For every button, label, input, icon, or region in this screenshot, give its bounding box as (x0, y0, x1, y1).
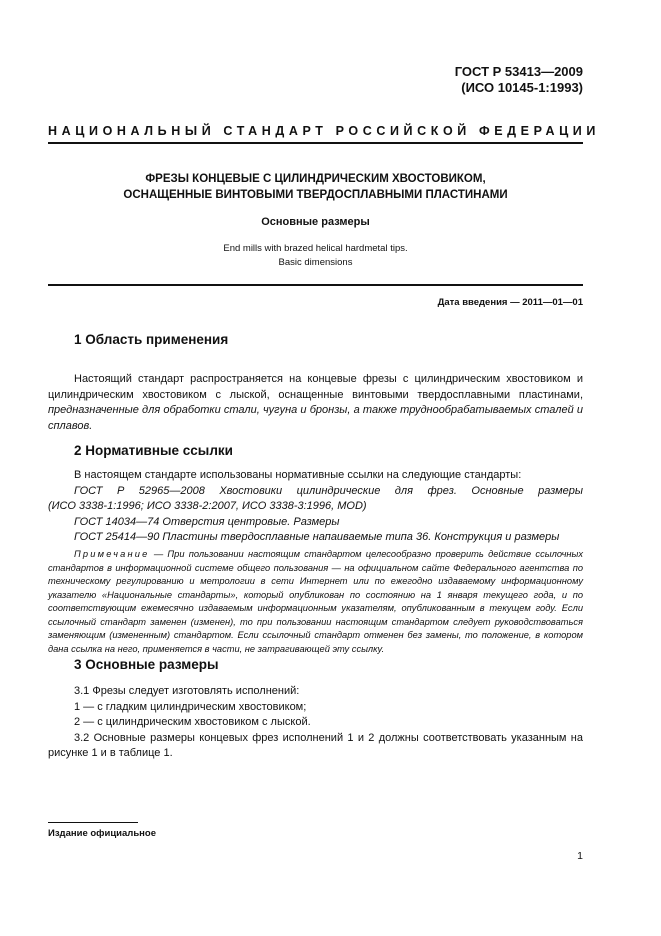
footer-rule (48, 822, 138, 823)
section-2-body (48, 468, 583, 546)
item-3-1-variant-1: 1 — с гладким цилиндрическим хвостовиком; (74, 700, 307, 713)
introduction-date: Дата введения — 2011—01—01 (437, 297, 583, 308)
document-title (48, 171, 583, 203)
section-3-body (48, 684, 583, 762)
reference-1-continuation: (ИСО 3338-1:1996; ИСО 3338-2:2007, ИСО 3338-3:1996, MOD) (48, 500, 367, 512)
reference-2: ГОСТ 14034—74 Отверстия центровые. Размеры (74, 515, 340, 528)
english-title-line-1: End mills with brazed helical hardmetal tips. (223, 243, 408, 254)
national-standard-banner: НАЦИОНАЛЬНЫЙ СТАНДАРТ РОССИЙСКОЙ ФЕДЕРАЦИИ (48, 124, 600, 138)
references-note (48, 548, 583, 656)
section-1-body (48, 372, 583, 434)
references-intro: В настоящем стандарте использованы нормативные ссылки на следующие стандарты: (74, 469, 522, 481)
item-3-1: 3.1 Фрезы следует изготовлять исполнений: (74, 685, 300, 697)
item-3-1-variant-2: 2 — с цилиндрическим хвостовиком с лыской. (74, 716, 311, 728)
page-number: 1 (577, 850, 583, 862)
reference-1: ГОСТ Р 52965—2008 Хвостовики цилиндрические для фрез. Основные размеры (74, 484, 583, 497)
note-text: — При пользовании настоящим стандартом целесообразно проверить действие ссылочных стандартов в информационной системе общего пользования — на официальном сайте Федерального агентства по техническому регулированию и метрологии в сети Интернет или по ежегодно издаваемому информационному указателю «Национальные стандарты», который опубликован по состоянию на 1 января текущего года, и по соответствующим ежемесячно издаваемым информационным указателям, опубликованным в текущем году. Если ссылочный стандарт заменен (изменен), то при пользовании настоящим стандартом следует руководствоваться заменяющим (измененным) стандартом. Если ссылочный стандарт отменен без замены, то положение, в котором дана ссылка на него, применяется в части, не затрагивающей эту ссылку. (48, 549, 583, 654)
section-3-heading: 3 Основные размеры (74, 657, 219, 672)
iso-number: (ИСО 10145-1:1993) (461, 80, 583, 95)
header-rule (48, 142, 583, 144)
section-1-heading: 1 Область применения (74, 332, 229, 347)
english-title-line-2: Basic dimensions (278, 257, 353, 268)
title-line-1: ФРЕЗЫ КОНЦЕВЫЕ С ЦИЛИНДРИЧЕСКИМ ХВОСТОВИКОМ, (145, 173, 486, 185)
reference-3: ГОСТ 25414—90 Пластины твердосплавные напаиваемые типа 36. Конструкция и размеры (74, 531, 560, 543)
note-label: Примечание (74, 549, 150, 559)
english-title (48, 242, 583, 270)
gost-number: ГОСТ Р 53413—2009 (454, 64, 583, 79)
scope-text-italic: предназначенные для обработки стали, чугуна и бронзы, а также труднообрабатываемых сталей и сплавов. (48, 404, 583, 432)
official-edition-label: Издание официальное (48, 828, 156, 839)
title-rule (48, 284, 583, 286)
document-number-block (455, 64, 583, 96)
title-line-2: ОСНАЩЕННЫЕ ВИНТОВЫМИ ТВЕРДОСПЛАВНЫМИ ПЛАСТИНАМИ (123, 189, 508, 201)
item-3-2: 3.2 Основные размеры концевых фрез исполнений 1 и 2 должны соответствовать указанным на рисунке 1 и в таблице 1. (48, 731, 583, 759)
section-2-heading: 2 Нормативные ссылки (74, 443, 233, 458)
scope-text: Настоящий стандарт распространяется на концевые фрезы с цилиндрическим хвостовиком и цилиндрическим хвостовиком с лыской, оснащенные винтовыми твердосплавными пластинами, (48, 373, 583, 401)
document-subtitle: Основные размеры (261, 216, 370, 228)
